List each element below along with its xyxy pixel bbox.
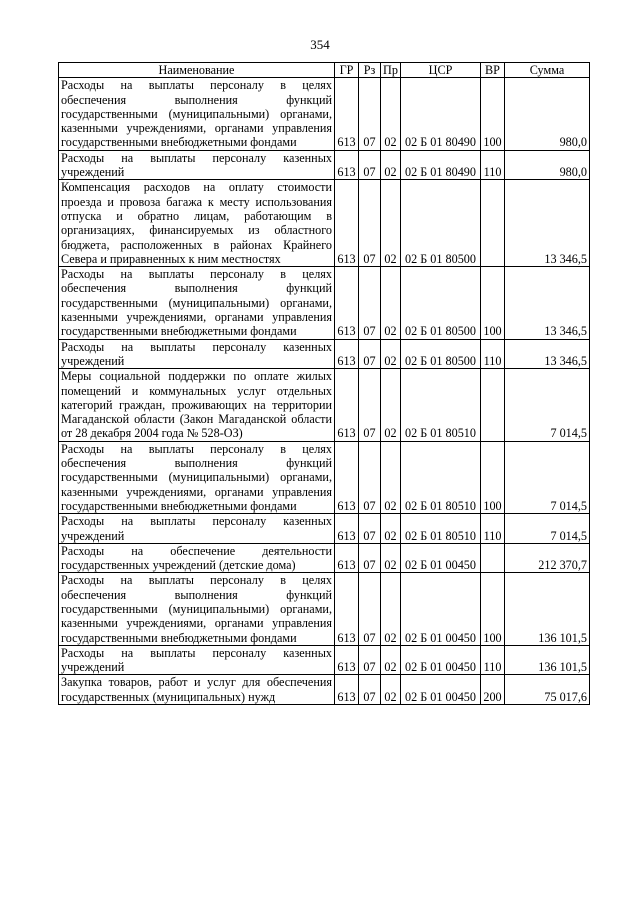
cell-csr: 02 Б 01 80510: [401, 514, 481, 544]
header-csr: ЦСР: [401, 63, 481, 78]
cell-pr: 02: [381, 675, 401, 705]
cell-sum: 980,0: [505, 78, 590, 150]
cell-gr: 613: [335, 675, 359, 705]
cell-name: Закупка товаров, работ и услуг для обеспечения государственных (муниципальных) нужд: [59, 675, 335, 705]
cell-sum: 136 101,5: [505, 573, 590, 645]
cell-sum: 7 014,5: [505, 514, 590, 544]
cell-gr: 613: [335, 180, 359, 267]
cell-sum: 13 346,5: [505, 339, 590, 369]
cell-vr: 110: [481, 645, 505, 675]
table-row: [59, 267, 590, 339]
cell-rz: 07: [359, 339, 381, 369]
cell-sum: 136 101,5: [505, 645, 590, 675]
cell-name: Расходы на выплаты персоналу казенных учреждений: [59, 150, 335, 180]
header-gr: ГР: [335, 63, 359, 78]
cell-csr: 02 Б 01 80500: [401, 339, 481, 369]
cell-rz: 07: [359, 645, 381, 675]
cell-sum: 7 014,5: [505, 441, 590, 513]
cell-csr: 02 Б 01 80500: [401, 180, 481, 267]
cell-sum: 13 346,5: [505, 267, 590, 339]
cell-name: Расходы на выплаты персоналу в целях обеспечения выполнения функций государственными (муниципальными) органами, казенными учреждениями, органами управления государственными внебюджетными фондами: [59, 573, 335, 645]
cell-gr: 613: [335, 645, 359, 675]
cell-rz: 07: [359, 573, 381, 645]
cell-vr: 110: [481, 150, 505, 180]
cell-vr: [481, 180, 505, 267]
header-name: Наименование: [59, 63, 335, 78]
table-row: [59, 441, 590, 513]
table-row: [59, 78, 590, 150]
cell-csr: 02 Б 01 80500: [401, 267, 481, 339]
cell-gr: 613: [335, 441, 359, 513]
cell-gr: 613: [335, 150, 359, 180]
cell-sum: 212 370,7: [505, 543, 590, 573]
cell-rz: 07: [359, 441, 381, 513]
cell-name: Расходы на выплаты персоналу казенных учреждений: [59, 645, 335, 675]
cell-name: Расходы на выплаты персоналу казенных учреждений: [59, 514, 335, 544]
cell-name: Расходы на выплаты персоналу в целях обеспечения выполнения функций государственными (муниципальными) органами, казенными учреждениями, органами управления государственными внебюджетными фондами: [59, 267, 335, 339]
cell-vr: [481, 369, 505, 441]
cell-rz: 07: [359, 514, 381, 544]
table-row: [59, 369, 590, 441]
cell-pr: 02: [381, 78, 401, 150]
header-pr: Пр: [381, 63, 401, 78]
cell-rz: 07: [359, 180, 381, 267]
table-row: [59, 514, 590, 544]
cell-csr: 02 Б 01 00450: [401, 675, 481, 705]
cell-gr: 613: [335, 369, 359, 441]
cell-pr: 02: [381, 514, 401, 544]
cell-name: Расходы на выплаты персоналу казенных учреждений: [59, 339, 335, 369]
cell-pr: 02: [381, 543, 401, 573]
header-row: [59, 63, 590, 78]
cell-csr: 02 Б 01 00450: [401, 543, 481, 573]
cell-csr: 02 Б 01 80490: [401, 150, 481, 180]
cell-pr: 02: [381, 267, 401, 339]
table-row: [59, 180, 590, 267]
cell-vr: [481, 543, 505, 573]
cell-rz: 07: [359, 543, 381, 573]
cell-sum: 7 014,5: [505, 369, 590, 441]
cell-vr: 100: [481, 573, 505, 645]
cell-name: Компенсация расходов на оплату стоимости проезда и провоза багажа к месту использования отпуска и обратно лицам, работающим в организациях, финансируемых из областного бюджета, расположенных в районах Крайнего Севера и приравненных к ним местностях: [59, 180, 335, 267]
cell-csr: 02 Б 01 00450: [401, 645, 481, 675]
cell-csr: 02 Б 01 80510: [401, 441, 481, 513]
cell-pr: 02: [381, 441, 401, 513]
cell-gr: 613: [335, 573, 359, 645]
cell-sum: 75 017,6: [505, 675, 590, 705]
cell-pr: 02: [381, 150, 401, 180]
cell-vr: 100: [481, 78, 505, 150]
table-row: [59, 339, 590, 369]
cell-rz: 07: [359, 78, 381, 150]
page-number: 354: [310, 37, 330, 52]
header-rz: Рз: [359, 63, 381, 78]
cell-vr: 100: [481, 441, 505, 513]
cell-vr: 110: [481, 339, 505, 369]
table-row: [59, 645, 590, 675]
cell-pr: 02: [381, 369, 401, 441]
cell-sum: 980,0: [505, 150, 590, 180]
cell-csr: 02 Б 01 80490: [401, 78, 481, 150]
table-row: [59, 543, 590, 573]
cell-vr: 100: [481, 267, 505, 339]
cell-rz: 07: [359, 675, 381, 705]
cell-gr: 613: [335, 339, 359, 369]
cell-name: Расходы на выплаты персоналу в целях обеспечения выполнения функций государственными (муниципальными) органами, казенными учреждениями, органами управления государственными внебюджетными фондами: [59, 78, 335, 150]
cell-pr: 02: [381, 573, 401, 645]
cell-gr: 613: [335, 267, 359, 339]
cell-name: Расходы на выплаты персоналу в целях обеспечения выполнения функций государственными (муниципальными) органами, казенными учреждениями, органами управления государственными внебюджетными фондами: [59, 441, 335, 513]
cell-gr: 613: [335, 514, 359, 544]
cell-rz: 07: [359, 150, 381, 180]
budget-table: [58, 62, 590, 705]
cell-gr: 613: [335, 543, 359, 573]
table-row: [59, 573, 590, 645]
cell-rz: 07: [359, 267, 381, 339]
cell-vr: 110: [481, 514, 505, 544]
header-sum: Сумма: [505, 63, 590, 78]
table-row: [59, 150, 590, 180]
cell-vr: 200: [481, 675, 505, 705]
cell-pr: 02: [381, 180, 401, 267]
cell-name: Расходы на обеспечение деятельности государственных учреждений (детские дома): [59, 543, 335, 573]
cell-csr: 02 Б 01 00450: [401, 573, 481, 645]
cell-pr: 02: [381, 339, 401, 369]
cell-csr: 02 Б 01 80510: [401, 369, 481, 441]
cell-name: Меры социальной поддержки по оплате жилых помещений и коммунальных услуг отдельных категорий граждан, проживающих на территории Магаданской области (Закон Магаданской области от 28 декабря 2004 года № 528-ОЗ): [59, 369, 335, 441]
cell-pr: 02: [381, 645, 401, 675]
header-vr: ВР: [481, 63, 505, 78]
table-row: [59, 675, 590, 705]
cell-rz: 07: [359, 369, 381, 441]
cell-gr: 613: [335, 78, 359, 150]
cell-sum: 13 346,5: [505, 180, 590, 267]
